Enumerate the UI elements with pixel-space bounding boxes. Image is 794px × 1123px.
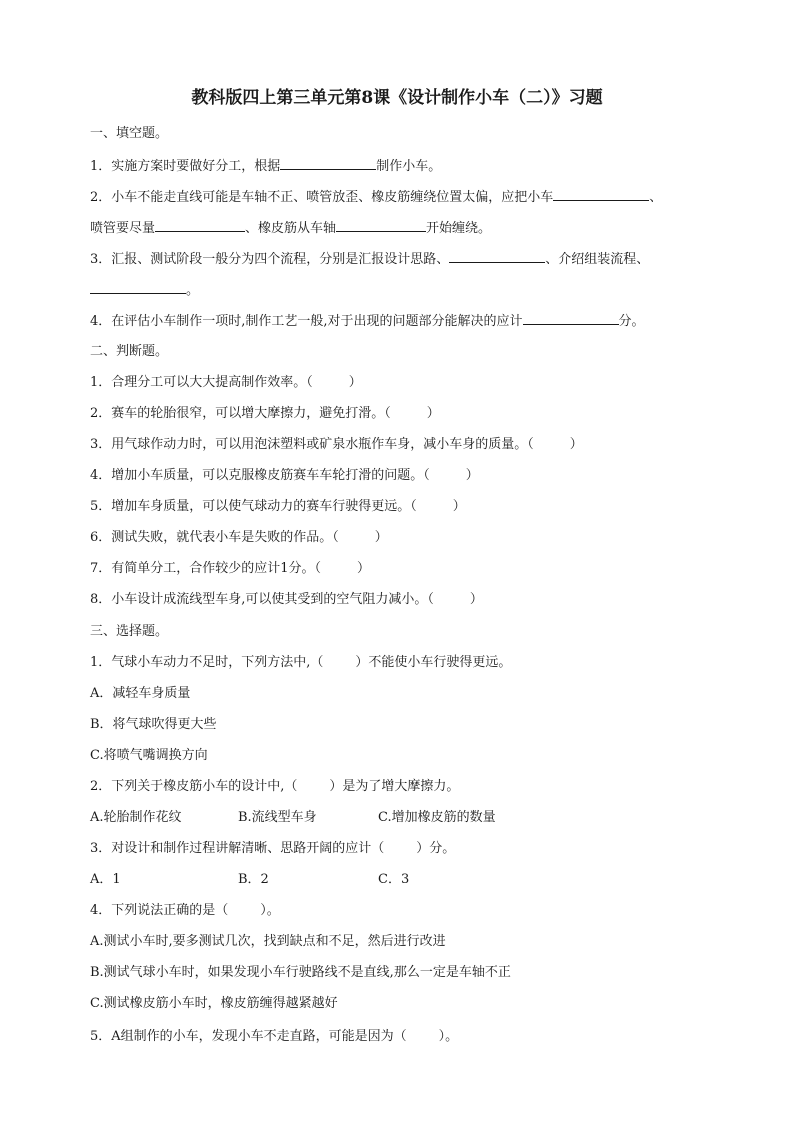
choice-q1-option-c[interactable]: C.将喷气嘴调换方向 xyxy=(90,748,208,763)
choice-q1-text-b: ）不能使小车行驶得更远。 xyxy=(355,655,512,670)
choice-q2-option-a[interactable]: A.轮胎制作花纹 xyxy=(90,810,182,825)
judge-question-6 xyxy=(90,528,388,548)
judge-q8-close: ） xyxy=(469,592,483,607)
fill-q4-blank[interactable] xyxy=(523,310,619,325)
choice-q2-option-b[interactable]: B.流线型车身 xyxy=(238,810,317,825)
fill-q2-blank-3[interactable] xyxy=(336,217,426,232)
choice-q3-option-b[interactable]: B．2 xyxy=(238,872,269,887)
choice-q5-text-a: 5．A组制作的小车，发现小车不走直路，可能是因为（ xyxy=(90,1029,407,1044)
fill-q2-text-e: 开始缠绕。 xyxy=(426,221,492,236)
choice-q2-option-c[interactable]: C.增加橡皮筋的数量 xyxy=(378,810,496,825)
choice-q4-text-a: 4．下列说法正确的是（ xyxy=(90,903,229,918)
choice-question-4 xyxy=(90,901,280,921)
choice-q3-option-a[interactable]: A．1 xyxy=(90,872,121,887)
judge-q4-close: ） xyxy=(465,468,479,483)
choice-question-3 xyxy=(90,839,455,859)
judge-q5-text: 5．增加车身质量，可以使气球动力的赛车行驶得更远。（ xyxy=(90,499,417,514)
choice-q5-text-b: ）。 xyxy=(438,1029,459,1044)
judge-q5-close: ） xyxy=(452,499,466,514)
fill-q1-blank[interactable] xyxy=(280,155,376,170)
judge-question-4 xyxy=(90,466,479,486)
fill-q2-blank-1[interactable] xyxy=(553,186,649,201)
fill-q1-text-b: 制作小车。 xyxy=(376,159,442,174)
judge-q4-text: 4．增加小车质量，可以克服橡皮筋赛车车轮打滑的问题。（ xyxy=(90,468,430,483)
judge-q1-text: 1．合理分工可以大大提高制作效率。（ xyxy=(90,375,313,390)
judge-q7-close: ） xyxy=(357,561,371,576)
choice-q3-option-c[interactable]: C．3 xyxy=(378,872,410,887)
choice-q3-text-a: 3．对设计和制作过程讲解清晰、思路开阔的应计（ xyxy=(90,841,385,856)
judge-question-3 xyxy=(90,435,583,455)
choice-q4-option-c[interactable]: C.测试橡皮筋小车时，橡皮筋缠得越紧越好 xyxy=(90,996,338,1011)
judge-q3-close: ） xyxy=(569,437,583,452)
judge-question-2 xyxy=(90,404,440,424)
fill-q3-text-b: 、介绍组装流程、 xyxy=(545,252,650,267)
page-title: 教科版四上第三单元第8课《设计制作小车（二）》习题 xyxy=(191,88,603,108)
fill-q2-text-a: 2．小车不能走直线可能是车轴不正、喷管放歪、橡皮筋缠绕位置太偏，应把小车 xyxy=(90,190,554,205)
choice-question-1 xyxy=(90,653,511,673)
judge-q3-text: 3．用气球作动力时，可以用泡沫塑料或矿泉水瓶作车身，减小车身的质量。（ xyxy=(90,437,534,452)
section-heading-choice: 三、选择题。 xyxy=(90,624,169,639)
judge-question-8 xyxy=(90,590,483,610)
choice-q4-text-b: ）。 xyxy=(260,903,280,918)
choice-question-2 xyxy=(90,777,459,797)
fill-q3-blank-2[interactable] xyxy=(90,279,186,294)
judge-question-1 xyxy=(90,373,362,393)
fill-question-1 xyxy=(90,155,441,177)
judge-q7-text: 7．有简单分工，合作较少的应计1分。（ xyxy=(90,561,322,576)
choice-q2-text-b: ）是为了增大摩擦力。 xyxy=(329,779,460,794)
choice-q3-text-b: ）分。 xyxy=(416,841,456,856)
fill-question-2-line-2 xyxy=(90,217,491,239)
fill-question-3-line-2 xyxy=(90,279,199,301)
fill-question-4 xyxy=(90,310,645,332)
section-heading-fill: 一、填空题。 xyxy=(90,126,169,141)
fill-q2-blank-2[interactable] xyxy=(155,217,245,232)
judge-question-5 xyxy=(90,497,466,517)
judge-q2-text: 2．赛车的轮胎很窄，可以增大摩擦力，避免打滑。（ xyxy=(90,406,391,421)
fill-q2-text-b: 、 xyxy=(649,190,663,205)
fill-q3-text-c: 。 xyxy=(186,283,200,298)
section-heading-judge: 二、判断题。 xyxy=(90,344,169,359)
fill-question-2-line-1 xyxy=(90,186,662,208)
fill-q1-text-a: 1．实施方案时要做好分工，根据 xyxy=(90,159,281,174)
judge-q6-close: ） xyxy=(374,530,388,545)
fill-q3-text-a: 3．汇报、测试阶段一般分为四个流程，分别是汇报设计思路、 xyxy=(90,252,450,267)
fill-q2-text-c: 喷管要尽量 xyxy=(90,221,156,236)
choice-q2-text-a: 2．下列关于橡皮筋小车的设计中,（ xyxy=(90,779,298,794)
fill-q4-text-b: 分。 xyxy=(618,314,645,329)
choice-q1-text-a: 1．气球小车动力不足时，下列方法中,（ xyxy=(90,655,324,670)
fill-q2-text-d: 、橡皮筋从车轴 xyxy=(245,221,337,236)
fill-q3-blank-1[interactable] xyxy=(449,248,545,263)
choice-q4-option-a[interactable]: A.测试小车时,要多测试几次，找到缺点和不足，然后进行改进 xyxy=(90,934,446,949)
choice-q4-option-b[interactable]: B.测试气球小车时，如果发现小车行驶路线不是直线,那么一定是车轴不正 xyxy=(90,965,511,980)
judge-q6-text: 6．测试失败，就代表小车是失败的作品。（ xyxy=(90,530,339,545)
judge-q8-text: 8．小车设计成流线型车身,可以使其受到的空气阻力减小。（ xyxy=(90,592,434,607)
choice-q1-option-a[interactable]: A．减轻车身质量 xyxy=(90,686,191,701)
choice-question-5 xyxy=(90,1027,458,1047)
judge-q1-close: ） xyxy=(348,375,362,390)
judge-q2-close: ） xyxy=(426,406,440,421)
choice-q2-options xyxy=(90,808,496,828)
judge-question-7 xyxy=(90,559,370,579)
fill-q4-text-a: 4．在评估小车制作一项时,制作工艺一般,对于出现的问题部分能解决的应计 xyxy=(90,314,523,329)
fill-question-3-line-1 xyxy=(90,248,649,270)
choice-q3-options xyxy=(90,870,409,890)
choice-q1-option-b[interactable]: B．将气球吹得更大些 xyxy=(90,717,217,732)
